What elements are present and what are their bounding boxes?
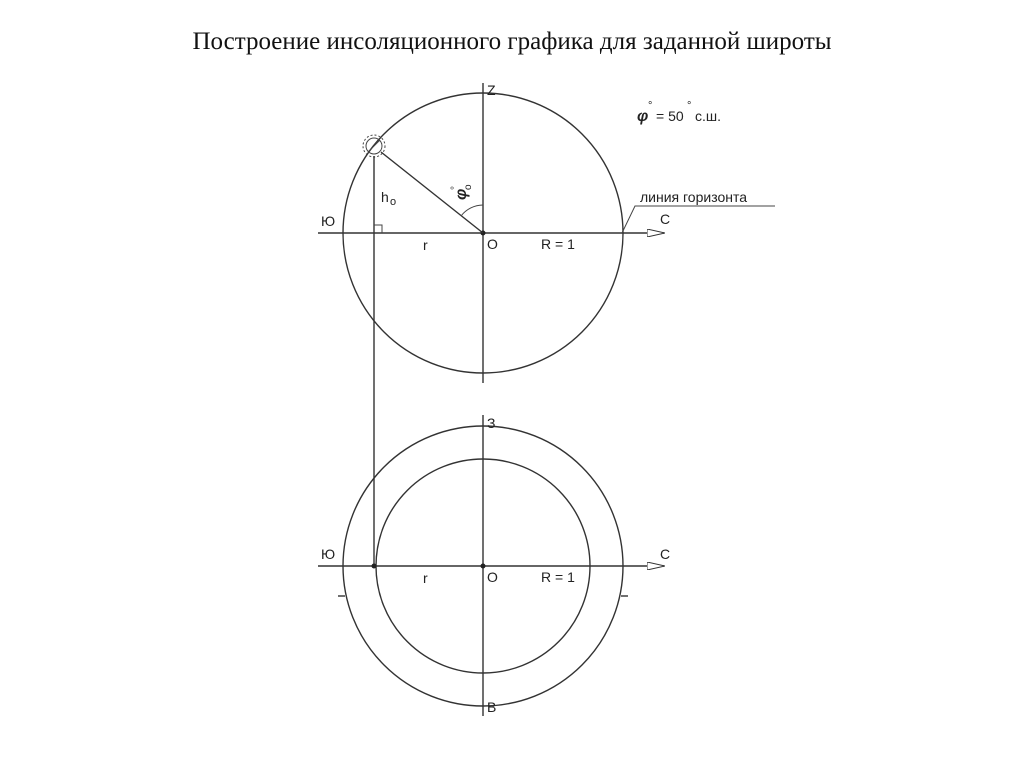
svg-text:°: ° xyxy=(648,100,653,112)
svg-text:= 50: = 50 xyxy=(656,108,684,124)
center-label: O xyxy=(487,236,498,252)
projection-point xyxy=(372,564,377,569)
radius-label: R = 1 xyxy=(541,236,575,252)
radius-label: R = 1 xyxy=(541,569,575,585)
north-label: С xyxy=(660,211,671,227)
svg-text:о: о xyxy=(463,184,474,190)
west-label: З xyxy=(487,415,496,431)
page-title: Построение инсоляционного графика для заданной широты xyxy=(192,28,832,55)
top-diagram xyxy=(318,82,775,383)
horizon-label: линия горизонта xyxy=(640,189,748,205)
north-label: С xyxy=(660,546,671,562)
center-label: O xyxy=(487,569,498,585)
phi-arc xyxy=(461,205,483,216)
south-label: Ю xyxy=(321,213,336,229)
sun-icon xyxy=(363,135,385,157)
center-point xyxy=(481,564,486,569)
horizon-leader xyxy=(622,206,775,233)
right-angle-mark xyxy=(374,225,382,233)
svg-text:°: ° xyxy=(450,186,461,190)
zenith-label: Z xyxy=(487,82,496,98)
svg-text:φ: φ xyxy=(637,108,649,125)
bottom-diagram xyxy=(318,415,670,716)
h-subscript: о xyxy=(390,196,397,208)
svg-text:°: ° xyxy=(687,100,692,112)
phi-angle-label xyxy=(450,184,474,200)
south-label: Ю xyxy=(321,546,336,562)
svg-text:с.ш.: с.ш. xyxy=(695,108,722,124)
r-label: r xyxy=(423,570,428,586)
latitude-label xyxy=(637,100,721,125)
svg-text:φ: φ xyxy=(453,188,470,200)
r-label: r xyxy=(423,237,428,253)
east-label: В xyxy=(487,699,497,715)
h-label: h xyxy=(381,189,389,205)
